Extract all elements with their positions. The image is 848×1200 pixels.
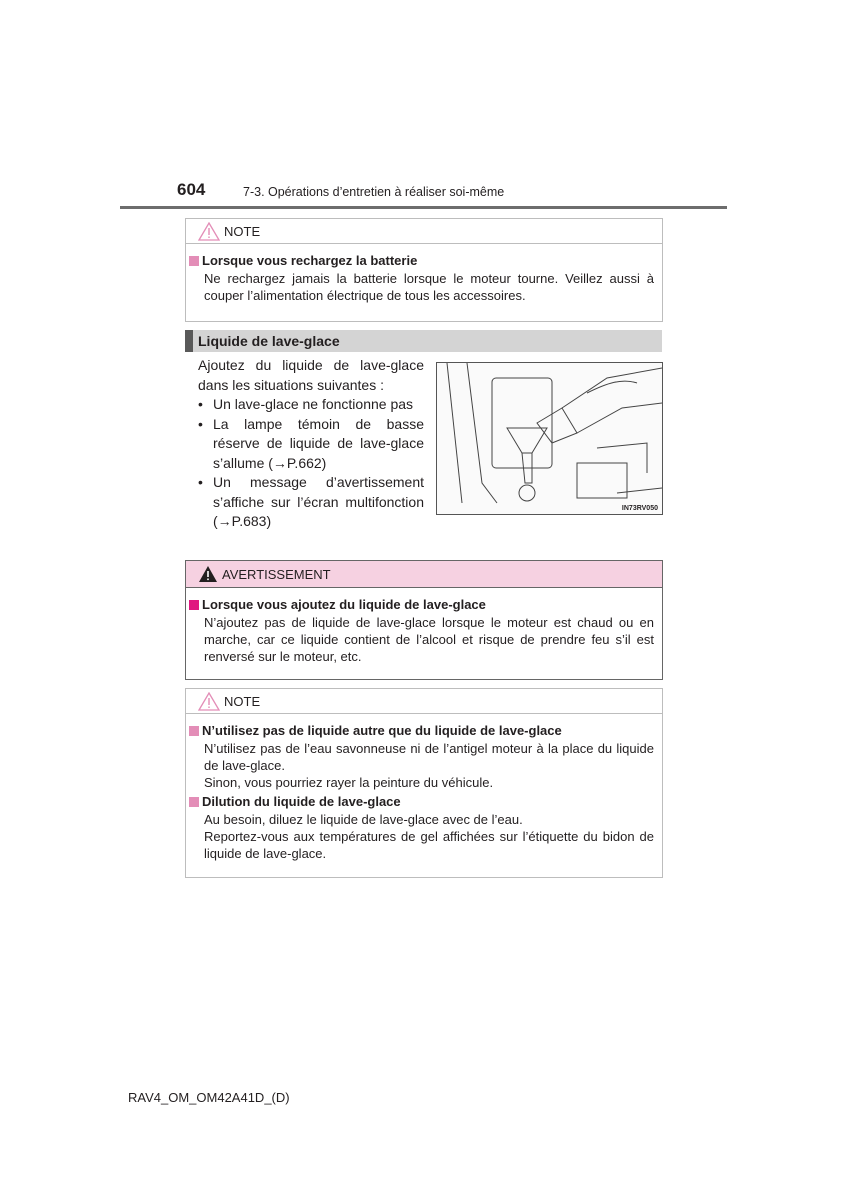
intro-paragraph: Ajoutez du liquide de lave-glace dans les situations suivantes : bbox=[198, 357, 424, 393]
note-box-washer bbox=[185, 688, 663, 878]
pink-square-icon bbox=[189, 797, 199, 807]
engine-bay-drawing bbox=[437, 363, 662, 514]
warning-title: AVERTISSEMENT bbox=[222, 566, 331, 582]
caution-triangle-icon bbox=[198, 222, 220, 241]
section-title: Liquide de lave-glace bbox=[198, 333, 340, 349]
note-title: NOTE bbox=[224, 693, 261, 709]
bullet-item: • Un lave-glace ne fonctionne pas bbox=[198, 396, 414, 412]
warning-subtitle: Lorsque vous ajoutez du liquide de lave-glace bbox=[202, 597, 486, 612]
figure-code: IN73RV050 bbox=[621, 505, 658, 512]
note-subtitle: N’utilisez pas de liquide autre que du liquide de lave-glace bbox=[202, 723, 562, 738]
warning-header bbox=[186, 561, 662, 588]
bullet-item: • La lampe témoin de basse réserve de liquide de lave-glace s’allume (→P.662) bbox=[198, 415, 424, 471]
chapter-title: 7-3. Opérations d’entretien à réaliser soi-même bbox=[243, 185, 505, 199]
washer-fluid-illustration bbox=[436, 362, 663, 515]
magenta-square-icon bbox=[189, 600, 199, 610]
caution-triangle-icon bbox=[198, 692, 220, 711]
warning-text: N’ajoutez pas de liquide de lave-glace lorsque le moteur est chaud ou en marche, car ce liquide contient de l’alcool et risque de prendre feu s’il est renversé sur le moteur, etc. bbox=[204, 615, 654, 664]
section-heading bbox=[185, 330, 662, 352]
note-header bbox=[186, 219, 662, 244]
warning-box bbox=[185, 560, 663, 680]
note-text: Ne rechargez jamais la batterie lorsque le moteur tourne. Veillez aussi à couper l’alimentation électrique de tous les accessoires. bbox=[204, 271, 654, 303]
note-text: Reportez-vous aux températures de gel affichées sur l’étiquette du bidon de liquide de lave-glace. bbox=[204, 829, 654, 861]
note-box-battery bbox=[185, 218, 663, 322]
note-header bbox=[186, 689, 662, 714]
note-text: N’utilisez pas de l’eau savonneuse ni de l’antigel moteur à la place du liquide de lave-glace. bbox=[204, 741, 654, 773]
intro-text bbox=[198, 356, 424, 532]
page-number: 604 bbox=[177, 180, 206, 199]
pink-square-icon bbox=[189, 256, 199, 266]
header-rule bbox=[120, 206, 727, 209]
note-text: Sinon, vous pourriez rayer la peinture du véhicule. bbox=[204, 775, 494, 790]
note-subtitle: Lorsque vous rechargez la batterie bbox=[202, 253, 418, 268]
warning-triangle-icon bbox=[198, 565, 218, 583]
bullet-item: • Un message d’avertissement s’affiche sur l’écran multifonction (→P.683) bbox=[198, 474, 424, 529]
note-title: NOTE bbox=[224, 223, 261, 239]
note-text: Au besoin, diluez le liquide de lave-glace avec de l’eau. bbox=[204, 812, 523, 827]
document-code: RAV4_OM_OM42A41D_(D) bbox=[128, 1090, 290, 1105]
pink-square-icon bbox=[189, 726, 199, 736]
note-subtitle: Dilution du liquide de lave-glace bbox=[202, 794, 401, 809]
